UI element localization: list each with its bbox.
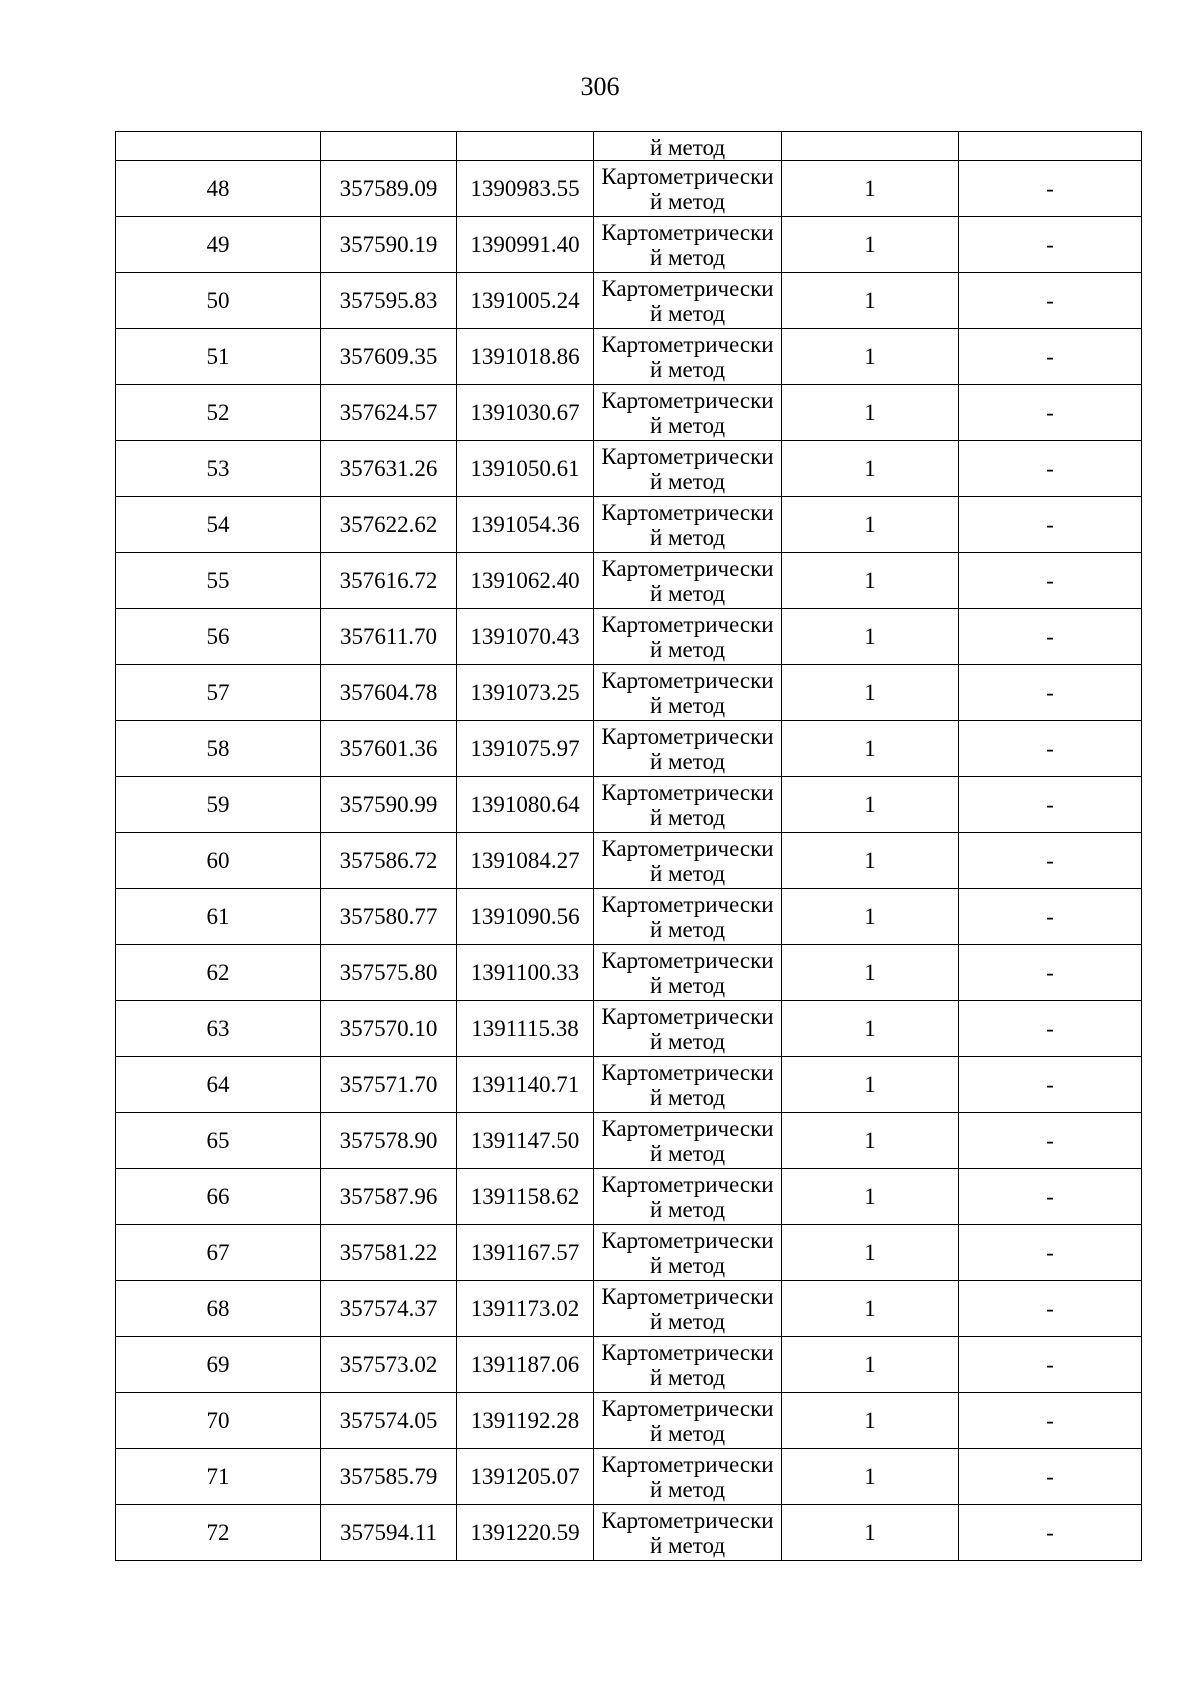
table-row — [116, 217, 1142, 273]
method-line-2: й метод — [649, 1028, 726, 1054]
accuracy-cell: 1 — [782, 553, 959, 609]
point-number-cell: 67 — [116, 1225, 321, 1281]
y-coordinate-cell: 1391090.56 — [457, 889, 594, 945]
accuracy-cell: 1 — [782, 1225, 959, 1281]
table-row — [116, 273, 1142, 329]
accuracy-cell: 1 — [782, 441, 959, 497]
method-line-2: й метод — [649, 1252, 726, 1278]
method-cell — [594, 721, 782, 777]
point-number-cell: 63 — [116, 1001, 321, 1057]
table-row — [116, 1169, 1142, 1225]
y-coordinate-cell: 1391054.36 — [457, 497, 594, 553]
table-row — [116, 161, 1142, 217]
method-line-2: й метод — [649, 692, 726, 718]
note-cell: - — [959, 945, 1142, 1001]
point-number-cell: 60 — [116, 833, 321, 889]
note-cell: - — [959, 497, 1142, 553]
point-number-cell: 61 — [116, 889, 321, 945]
method-cell — [594, 1001, 782, 1057]
method-cell — [594, 1281, 782, 1337]
y-coordinate-cell: 1391018.86 — [457, 329, 594, 385]
method-line-1: Картометрически — [601, 1115, 774, 1141]
y-coordinate-cell: 1391062.40 — [457, 553, 594, 609]
note-cell: - — [959, 1057, 1142, 1113]
point-number-cell: 69 — [116, 1337, 321, 1393]
y-coordinate-cell: 1391115.38 — [457, 1001, 594, 1057]
y-coordinate-cell: 1391147.50 — [457, 1113, 594, 1169]
point-number-cell: 54 — [116, 497, 321, 553]
table-row — [116, 1337, 1142, 1393]
x-coordinate-cell: 357609.35 — [321, 329, 457, 385]
method-line-1: Картометрически — [601, 835, 774, 861]
continuation-row — [116, 132, 1142, 161]
x-coordinate-cell: 357590.19 — [321, 217, 457, 273]
note-cell: - — [959, 665, 1142, 721]
method-line-1: Картометрически — [601, 1507, 774, 1533]
table-row — [116, 441, 1142, 497]
y-coordinate-cell: 1391073.25 — [457, 665, 594, 721]
x-coordinate-cell: 357570.10 — [321, 1001, 457, 1057]
method-line-2: й метод — [649, 636, 726, 662]
accuracy-cell: 1 — [782, 777, 959, 833]
method-cell — [594, 945, 782, 1001]
y-coordinate-cell: 1391158.62 — [457, 1169, 594, 1225]
accuracy-cell: 1 — [782, 1505, 959, 1561]
method-line-1: Картометрически — [601, 723, 774, 749]
method-line-1: Картометрически — [601, 555, 774, 581]
continuation-cell-num — [116, 132, 321, 161]
page-number: 306 — [580, 72, 620, 101]
table-row — [116, 553, 1142, 609]
y-coordinate-cell: 1391080.64 — [457, 777, 594, 833]
accuracy-cell: 1 — [782, 889, 959, 945]
method-line-2: й метод — [649, 1196, 726, 1222]
method-line-2: й метод — [649, 1420, 726, 1446]
method-line-1: Картометрически — [601, 1171, 774, 1197]
method-line-1: Картометрически — [601, 275, 774, 301]
point-number-cell: 52 — [116, 385, 321, 441]
method-line-2: й метод — [649, 1308, 726, 1334]
method-cell — [594, 1113, 782, 1169]
point-number-cell: 49 — [116, 217, 321, 273]
table-row — [116, 889, 1142, 945]
note-cell: - — [959, 777, 1142, 833]
x-coordinate-cell: 357574.05 — [321, 1393, 457, 1449]
point-number-cell: 72 — [116, 1505, 321, 1561]
method-cell — [594, 217, 782, 273]
y-coordinate-cell: 1390983.55 — [457, 161, 594, 217]
method-line-2: й метод — [649, 244, 726, 270]
note-cell: - — [959, 385, 1142, 441]
method-cell — [594, 833, 782, 889]
method-line-1: Картометрически — [601, 219, 774, 245]
table-row — [116, 665, 1142, 721]
accuracy-cell: 1 — [782, 1169, 959, 1225]
point-number-cell: 65 — [116, 1113, 321, 1169]
x-coordinate-cell: 357590.99 — [321, 777, 457, 833]
y-coordinate-cell: 1391075.97 — [457, 721, 594, 777]
x-coordinate-cell: 357574.37 — [321, 1281, 457, 1337]
method-line-2: й метод — [649, 356, 726, 382]
point-number-cell: 56 — [116, 609, 321, 665]
note-cell: - — [959, 1225, 1142, 1281]
note-cell: - — [959, 1281, 1142, 1337]
method-line-1: Картометрически — [601, 387, 774, 413]
note-cell: - — [959, 721, 1142, 777]
accuracy-cell: 1 — [782, 833, 959, 889]
note-cell: - — [959, 1393, 1142, 1449]
accuracy-cell: 1 — [782, 329, 959, 385]
method-line-1: Картометрически — [601, 1283, 774, 1309]
method-line-1: Картометрически — [601, 1339, 774, 1365]
method-line-1: Картометрически — [601, 1451, 774, 1477]
method-cell — [594, 1225, 782, 1281]
method-cell — [594, 777, 782, 833]
method-line-1: Картометрически — [601, 947, 774, 973]
method-line-1: Картометрически — [601, 1395, 774, 1421]
method-line-1: Картометрически — [601, 1059, 774, 1085]
note-cell: - — [959, 329, 1142, 385]
point-number-cell: 62 — [116, 945, 321, 1001]
method-cell — [594, 553, 782, 609]
method-cell — [594, 441, 782, 497]
accuracy-cell: 1 — [782, 945, 959, 1001]
accuracy-cell: 1 — [782, 1337, 959, 1393]
y-coordinate-cell: 1391030.67 — [457, 385, 594, 441]
continuation-cell-x — [321, 132, 457, 161]
x-coordinate-cell: 357585.79 — [321, 1449, 457, 1505]
note-cell: - — [959, 1113, 1142, 1169]
x-coordinate-cell: 357587.96 — [321, 1169, 457, 1225]
method-cell — [594, 385, 782, 441]
method-cell — [594, 1057, 782, 1113]
table-row — [116, 945, 1142, 1001]
accuracy-cell: 1 — [782, 1281, 959, 1337]
y-coordinate-cell: 1391140.71 — [457, 1057, 594, 1113]
point-number-cell: 64 — [116, 1057, 321, 1113]
method-line-2: й метод — [649, 1364, 726, 1390]
method-line-2: й метод — [649, 1084, 726, 1110]
table-row — [116, 497, 1142, 553]
method-line-2: й метод — [649, 748, 726, 774]
method-line-1: Картометрически — [601, 667, 774, 693]
method-cell — [594, 665, 782, 721]
point-number-cell: 57 — [116, 665, 321, 721]
method-line-1: Картометрически — [601, 163, 774, 189]
y-coordinate-cell: 1391084.27 — [457, 833, 594, 889]
accuracy-cell: 1 — [782, 217, 959, 273]
x-coordinate-cell: 357580.77 — [321, 889, 457, 945]
note-cell: - — [959, 441, 1142, 497]
x-coordinate-cell: 357578.90 — [321, 1113, 457, 1169]
table-row — [116, 1057, 1142, 1113]
method-line-1: Картометрически — [601, 779, 774, 805]
table-row — [116, 721, 1142, 777]
method-line-2: й метод — [649, 972, 726, 998]
coordinates-table — [115, 131, 1142, 1561]
accuracy-cell: 1 — [782, 385, 959, 441]
method-cell — [594, 1393, 782, 1449]
note-cell: - — [959, 217, 1142, 273]
accuracy-cell: 1 — [782, 1001, 959, 1057]
point-number-cell: 68 — [116, 1281, 321, 1337]
table-row — [116, 329, 1142, 385]
accuracy-cell: 1 — [782, 497, 959, 553]
coordinates-table-body — [116, 132, 1142, 1561]
note-cell: - — [959, 1001, 1142, 1057]
x-coordinate-cell: 357616.72 — [321, 553, 457, 609]
x-coordinate-cell: 357571.70 — [321, 1057, 457, 1113]
note-cell: - — [959, 1337, 1142, 1393]
x-coordinate-cell: 357595.83 — [321, 273, 457, 329]
x-coordinate-cell: 357594.11 — [321, 1505, 457, 1561]
method-line-1: Картометрически — [601, 1227, 774, 1253]
table-row — [116, 1281, 1142, 1337]
method-cell — [594, 889, 782, 945]
method-cell — [594, 1449, 782, 1505]
x-coordinate-cell: 357586.72 — [321, 833, 457, 889]
x-coordinate-cell: 357604.78 — [321, 665, 457, 721]
accuracy-cell: 1 — [782, 161, 959, 217]
method-cell — [594, 329, 782, 385]
y-coordinate-cell: 1391220.59 — [457, 1505, 594, 1561]
point-number-cell: 58 — [116, 721, 321, 777]
y-coordinate-cell: 1391167.57 — [457, 1225, 594, 1281]
y-coordinate-cell: 1390991.40 — [457, 217, 594, 273]
table-row — [116, 1393, 1142, 1449]
x-coordinate-cell: 357601.36 — [321, 721, 457, 777]
method-cell — [594, 497, 782, 553]
continuation-cell-method: й метод — [594, 132, 782, 161]
method-cell — [594, 161, 782, 217]
accuracy-cell: 1 — [782, 1113, 959, 1169]
method-line-2: й метод — [649, 916, 726, 942]
note-cell: - — [959, 1169, 1142, 1225]
method-cell — [594, 1505, 782, 1561]
method-line-1: Картометрически — [601, 443, 774, 469]
note-cell: - — [959, 609, 1142, 665]
accuracy-cell: 1 — [782, 1393, 959, 1449]
table-row — [116, 385, 1142, 441]
method-line-2: й метод — [649, 188, 726, 214]
accuracy-cell: 1 — [782, 665, 959, 721]
method-line-1: Картометрически — [601, 1003, 774, 1029]
method-line-2: й метод — [649, 860, 726, 886]
note-cell: - — [959, 1505, 1142, 1561]
continuation-cell-note — [959, 132, 1142, 161]
table-row — [116, 1113, 1142, 1169]
x-coordinate-cell: 357611.70 — [321, 609, 457, 665]
continuation-cell-accuracy — [782, 132, 959, 161]
method-line-1: Картометрически — [601, 331, 774, 357]
table-row — [116, 609, 1142, 665]
x-coordinate-cell: 357589.09 — [321, 161, 457, 217]
method-line-2: й метод — [649, 468, 726, 494]
note-cell: - — [959, 161, 1142, 217]
y-coordinate-cell: 1391173.02 — [457, 1281, 594, 1337]
point-number-cell: 59 — [116, 777, 321, 833]
point-number-cell: 48 — [116, 161, 321, 217]
accuracy-cell: 1 — [782, 609, 959, 665]
table-row — [116, 777, 1142, 833]
note-cell: - — [959, 273, 1142, 329]
point-number-cell: 51 — [116, 329, 321, 385]
continuation-cell-y — [457, 132, 594, 161]
x-coordinate-cell: 357624.57 — [321, 385, 457, 441]
method-cell — [594, 1337, 782, 1393]
y-coordinate-cell: 1391187.06 — [457, 1337, 594, 1393]
table-row — [116, 833, 1142, 889]
note-cell: - — [959, 553, 1142, 609]
method-line-1: Картометрически — [601, 891, 774, 917]
note-cell: - — [959, 1449, 1142, 1505]
method-line-2: й метод — [649, 1476, 726, 1502]
point-number-cell: 71 — [116, 1449, 321, 1505]
method-line-2: й метод — [649, 1140, 726, 1166]
method-line-2: й метод — [649, 1532, 726, 1558]
method-line-2: й метод — [649, 580, 726, 606]
accuracy-cell: 1 — [782, 721, 959, 777]
point-number-cell: 66 — [116, 1169, 321, 1225]
accuracy-cell: 1 — [782, 273, 959, 329]
x-coordinate-cell: 357573.02 — [321, 1337, 457, 1393]
y-coordinate-cell: 1391070.43 — [457, 609, 594, 665]
x-coordinate-cell: 357575.80 — [321, 945, 457, 1001]
method-line-2: й метод — [649, 804, 726, 830]
x-coordinate-cell: 357631.26 — [321, 441, 457, 497]
note-cell: - — [959, 889, 1142, 945]
method-line-1: Картометрически — [601, 611, 774, 637]
method-line-2: й метод — [649, 524, 726, 550]
method-cell — [594, 609, 782, 665]
table-row — [116, 1505, 1142, 1561]
method-line-2: й метод — [649, 412, 726, 438]
y-coordinate-cell: 1391050.61 — [457, 441, 594, 497]
accuracy-cell: 1 — [782, 1057, 959, 1113]
y-coordinate-cell: 1391205.07 — [457, 1449, 594, 1505]
x-coordinate-cell: 357581.22 — [321, 1225, 457, 1281]
table-row — [116, 1001, 1142, 1057]
point-number-cell: 53 — [116, 441, 321, 497]
method-cell — [594, 1169, 782, 1225]
x-coordinate-cell: 357622.62 — [321, 497, 457, 553]
table-row — [116, 1225, 1142, 1281]
table-row — [116, 1449, 1142, 1505]
y-coordinate-cell: 1391100.33 — [457, 945, 594, 1001]
point-number-cell: 55 — [116, 553, 321, 609]
point-number-cell: 70 — [116, 1393, 321, 1449]
method-cell — [594, 273, 782, 329]
method-line-2: й метод — [649, 300, 726, 326]
point-number-cell: 50 — [116, 273, 321, 329]
y-coordinate-cell: 1391005.24 — [457, 273, 594, 329]
method-line-1: Картометрически — [601, 499, 774, 525]
y-coordinate-cell: 1391192.28 — [457, 1393, 594, 1449]
accuracy-cell: 1 — [782, 1449, 959, 1505]
note-cell: - — [959, 833, 1142, 889]
